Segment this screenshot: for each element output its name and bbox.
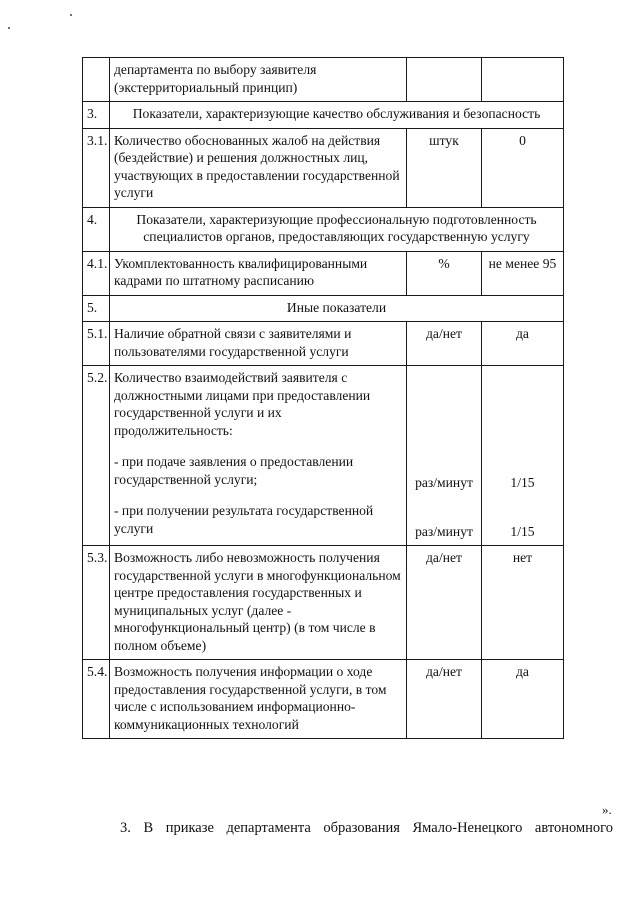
table-row <box>83 322 564 366</box>
scan-speck <box>8 27 10 29</box>
section-heading: Показатели, характеризующие качество обслуживания и безопасность <box>110 102 564 129</box>
body-paragraph <box>82 818 613 838</box>
table-row <box>83 366 564 546</box>
sub-item-result-value: 1/15 <box>510 523 535 539</box>
row-number: 3. <box>83 102 110 129</box>
row-unit <box>407 58 482 102</box>
row-description: Количество обоснованных жалоб на действия (бездействие) и решения должностных лиц, участвующих в предоставлении государственной услуги <box>110 128 407 207</box>
indicators-table <box>82 57 564 739</box>
table-row <box>83 546 564 660</box>
scan-speck <box>70 14 72 16</box>
row-unit: штук <box>407 128 482 207</box>
row-value: да <box>482 322 564 366</box>
row-number: 5.3. <box>83 546 110 660</box>
sub-item-result-unit: раз/минут <box>415 523 473 539</box>
row-description-block <box>110 366 407 546</box>
table-row <box>83 660 564 739</box>
row-number: 5.4. <box>83 660 110 739</box>
table-row <box>83 128 564 207</box>
sub-item-submission-unit: раз/минут <box>415 475 473 490</box>
sub-item-submission: - при подаче заявления о предоставлении государственной услуги; <box>114 454 354 487</box>
section-heading: Показатели, характеризующие профессиональную подготовленность специалистов органов, предоставляющих государственную услугу <box>110 207 564 251</box>
row-description: Возможность получения информации о ходе предоставления государственной услуги, в том числе с использованием информационно-коммуникационных технологий <box>110 660 407 739</box>
row-unit: да/нет <box>407 546 482 660</box>
sub-item-result: - при получении результата государственной услуги <box>114 503 374 536</box>
row-number: 3.1. <box>83 128 110 207</box>
row-number: 5.1. <box>83 322 110 366</box>
row-unit: да/нет <box>407 322 482 366</box>
row-description: Укомплектованность квалифицированными кадрами по штатному расписанию <box>110 251 407 295</box>
closing-quote: ». <box>602 802 612 817</box>
row-description: Возможность либо невозможность получения государственной услуги в многофункциональном центре предоставления государственных и муниципальных услуг (далее - многофункциональный центр) (в том числе в полном объеме) <box>110 546 407 660</box>
row-value: 0 <box>482 128 564 207</box>
paragraph-number: 3. <box>120 820 131 836</box>
row-number: 4. <box>83 207 110 251</box>
row-value: не менее 95 <box>482 251 564 295</box>
row-unit: % <box>407 251 482 295</box>
row-unit: да/нет <box>407 660 482 739</box>
row-description: департамента по выбору заявителя (экстерриториальный принцип) <box>110 58 407 102</box>
row-number-cell <box>83 58 110 102</box>
paragraph-text: В приказе департамента образования Ямало-Ненецкого автономного <box>143 820 613 836</box>
section-heading: Иные показатели <box>110 295 564 322</box>
row-number: 4.1. <box>83 251 110 295</box>
table-row <box>83 102 564 129</box>
table-row <box>83 295 564 322</box>
row-number: 5. <box>83 295 110 322</box>
row-value: нет <box>482 546 564 660</box>
row-unit-block <box>407 366 482 546</box>
row-number: 5.2. <box>83 366 110 546</box>
table-row <box>83 251 564 295</box>
table-row <box>83 58 564 102</box>
row-description: Наличие обратной связи с заявителями и пользователями государственной услуги <box>110 322 407 366</box>
sub-item-submission-value: 1/15 <box>510 475 535 490</box>
row-value <box>482 58 564 102</box>
table-row <box>83 207 564 251</box>
row-value-block <box>482 366 564 546</box>
row-description: Количество взаимодействий заявителя с должностными лицами при предоставлении государственной услуги и их продолжительность: <box>114 370 371 438</box>
row-value: да <box>482 660 564 739</box>
